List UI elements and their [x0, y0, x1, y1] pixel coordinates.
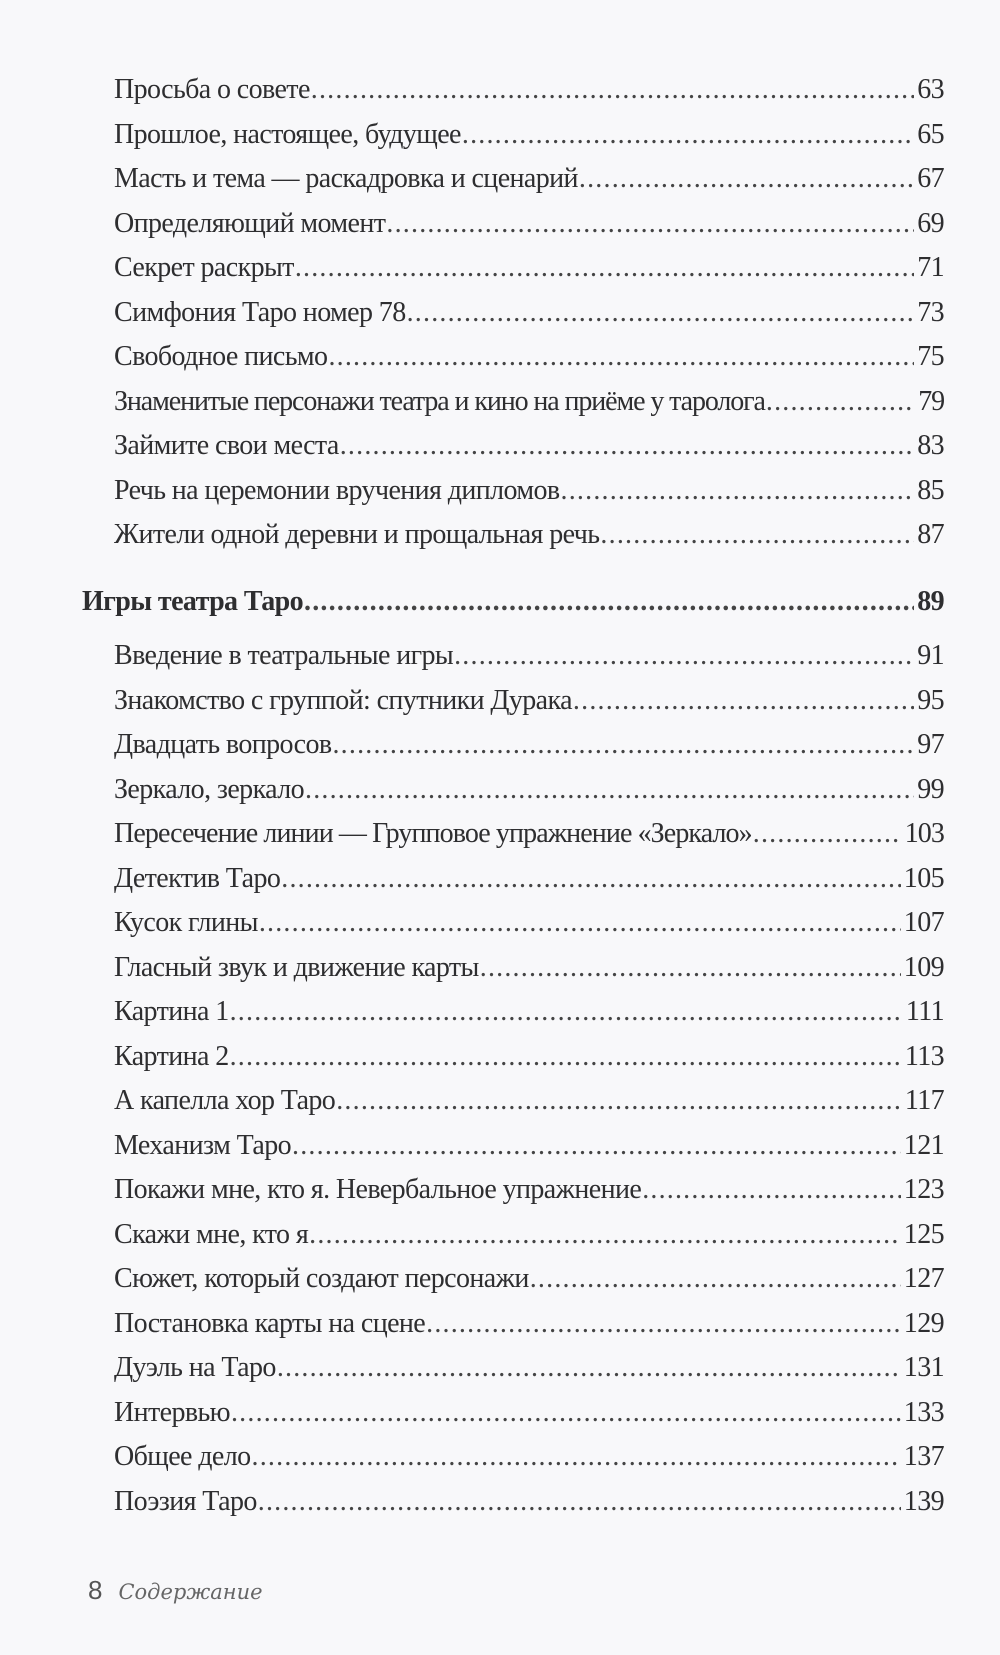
- entry-title: Картина 2: [114, 1040, 229, 1072]
- toc-entry: [114, 380, 944, 425]
- page-footer: [88, 1575, 263, 1606]
- entry-title: Симфония Таро номер 78: [114, 296, 406, 328]
- dot-leader: [230, 990, 903, 1035]
- toc-entry: [114, 1302, 944, 1347]
- toc-entry: [114, 113, 944, 158]
- entry-page: 95: [917, 684, 944, 716]
- entry-title: Пересечение линии — Групповое упражнение «Зеркало»: [114, 818, 752, 849]
- dot-leader: [561, 469, 915, 514]
- entry-title: Гласный звук и движение карты: [114, 951, 479, 983]
- entry-page: 105: [903, 862, 944, 894]
- entry-page: 103: [904, 818, 944, 849]
- toc-entry: [114, 634, 944, 679]
- dot-leader: [295, 246, 914, 291]
- entry-title: Кусок глины: [114, 907, 258, 938]
- entry-title: Общее дело: [114, 1441, 251, 1472]
- toc-entry: [114, 679, 944, 724]
- entry-title: Займите свои места: [114, 430, 339, 461]
- dot-leader: [252, 1435, 901, 1480]
- entry-title: Введение в театральные игры: [114, 640, 454, 671]
- entry-title: Дуэль на Таро: [114, 1352, 276, 1383]
- toc-entry: [114, 424, 944, 469]
- toc-entry: [114, 1213, 944, 1258]
- entry-page: 65: [917, 118, 944, 150]
- entry-page: 91: [917, 640, 944, 671]
- entry-page: 79: [918, 385, 944, 417]
- toc-entry: [114, 157, 944, 202]
- entry-title: Знаменитые персонажи театра и кино на приёме у таролога: [114, 385, 765, 417]
- toc-entry: [114, 1346, 944, 1391]
- toc-entry: [114, 1257, 944, 1302]
- entry-title: Механизм Таро: [114, 1129, 292, 1161]
- toc-entry: [114, 768, 944, 813]
- entry-page: 69: [917, 207, 944, 239]
- toc-entry: [114, 901, 944, 946]
- toc-section-heading: [82, 580, 944, 625]
- dot-leader: [277, 1346, 901, 1391]
- entry-title: Речь на церемонии вручения дипломов: [114, 474, 560, 506]
- entry-page: 99: [917, 773, 944, 805]
- entry-title: Интервью: [114, 1396, 230, 1428]
- dot-leader: [753, 812, 902, 857]
- entry-page: 109: [903, 951, 944, 983]
- toc-entry: [114, 1391, 944, 1436]
- entry-title: Жители одной деревни и прощальная речь: [114, 519, 600, 550]
- entry-page: 129: [903, 1307, 944, 1339]
- entry-page: 83: [917, 430, 944, 461]
- entry-page: 121: [903, 1129, 944, 1161]
- entry-title: Свободное письмо: [114, 341, 328, 372]
- entry-title: Секрет раскрыт: [114, 252, 294, 283]
- entry-title: А капелла хор Таро: [114, 1085, 336, 1116]
- toc-entry: [114, 1035, 944, 1080]
- toc-entry: [114, 946, 944, 991]
- entry-page: 75: [917, 341, 944, 372]
- dot-leader: [530, 1257, 901, 1302]
- entry-page: 107: [903, 907, 944, 938]
- toc-entry: [114, 291, 944, 336]
- dot-leader: [600, 513, 914, 558]
- dot-leader: [407, 291, 915, 336]
- dot-leader: [328, 335, 914, 380]
- dot-leader: [426, 1302, 901, 1347]
- entry-page: 131: [903, 1352, 944, 1383]
- entry-title: Двадцать вопросов: [114, 729, 332, 760]
- dot-leader: [305, 768, 914, 813]
- dot-leader: [304, 580, 914, 625]
- dot-leader: [230, 1035, 902, 1080]
- dot-leader: [332, 723, 914, 768]
- toc-entry: [114, 246, 944, 291]
- entry-page: 117: [904, 1085, 944, 1116]
- toc-entry: [114, 857, 944, 902]
- entry-page: 127: [903, 1263, 944, 1294]
- section-page: 89: [917, 585, 944, 617]
- dot-leader: [309, 1213, 901, 1258]
- dot-leader: [386, 202, 914, 247]
- entry-page: 113: [904, 1040, 944, 1072]
- toc-entry: [114, 812, 944, 857]
- dot-leader: [573, 679, 914, 724]
- toc-entry: [114, 990, 944, 1035]
- entry-title: Прошлое, настоящее, будущее: [114, 118, 461, 150]
- entry-title: Детектив Таро: [114, 862, 281, 894]
- entry-page: 67: [917, 163, 944, 194]
- entry-title: Скажи мне, кто я: [114, 1218, 309, 1250]
- toc-entry: [114, 469, 944, 514]
- entry-page: 137: [903, 1441, 944, 1472]
- dot-leader: [311, 68, 914, 113]
- dot-leader: [462, 113, 914, 158]
- entry-title: Покажи мне, кто я. Невербальное упражнение: [114, 1174, 642, 1205]
- entry-title: Зеркало, зеркало: [114, 773, 304, 805]
- entry-title: Масть и тема — раскадровка и сценарий: [114, 163, 578, 194]
- entry-title: Картина 1: [114, 996, 229, 1027]
- toc-entry: [114, 513, 944, 558]
- entry-title: Постановка карты на сцене: [114, 1307, 426, 1339]
- dot-leader: [231, 1391, 901, 1436]
- toc-entry: [114, 1480, 944, 1525]
- toc-entry: [114, 1079, 944, 1124]
- entry-page: 125: [903, 1218, 944, 1250]
- dot-leader: [259, 901, 901, 946]
- entry-page: 111: [905, 996, 944, 1027]
- page-number: 8: [88, 1575, 103, 1605]
- entry-page: 87: [917, 519, 944, 550]
- entry-page: 85: [917, 474, 944, 506]
- entry-title: Просьба о совете: [114, 74, 310, 105]
- entry-page: 123: [903, 1174, 944, 1205]
- toc-entry: [114, 723, 944, 768]
- toc-entry: [114, 68, 944, 113]
- entry-title: Сюжет, который создают персонажи: [114, 1263, 529, 1294]
- entry-title: Знакомство с группой: спутники Дурака: [114, 684, 572, 716]
- dot-leader: [340, 424, 914, 469]
- section-title: Игры театра Таро: [82, 585, 304, 617]
- dot-leader: [480, 946, 901, 991]
- dot-leader: [579, 157, 914, 202]
- entry-page: 73: [917, 296, 944, 328]
- entry-page: 71: [917, 252, 944, 283]
- toc-entry: [114, 1168, 944, 1213]
- toc-entry: [114, 335, 944, 380]
- dot-leader: [292, 1124, 901, 1169]
- entry-title: Поэзия Таро: [114, 1485, 257, 1517]
- table-of-contents: [82, 68, 944, 1524]
- entry-page: 133: [903, 1396, 944, 1428]
- dot-leader: [258, 1480, 901, 1525]
- toc-entry: [114, 1124, 944, 1169]
- entry-page: 63: [917, 74, 944, 105]
- toc-entry: [114, 1435, 944, 1480]
- entry-page: 139: [903, 1485, 944, 1517]
- toc-entry: [114, 202, 944, 247]
- entry-page: 97: [917, 729, 944, 760]
- entry-title: Определяющий момент: [114, 207, 386, 239]
- dot-leader: [454, 634, 914, 679]
- dot-leader: [281, 857, 901, 902]
- dot-leader: [766, 380, 915, 425]
- dot-leader: [336, 1079, 902, 1124]
- dot-leader: [642, 1168, 901, 1213]
- running-title: Содержание: [118, 1580, 263, 1604]
